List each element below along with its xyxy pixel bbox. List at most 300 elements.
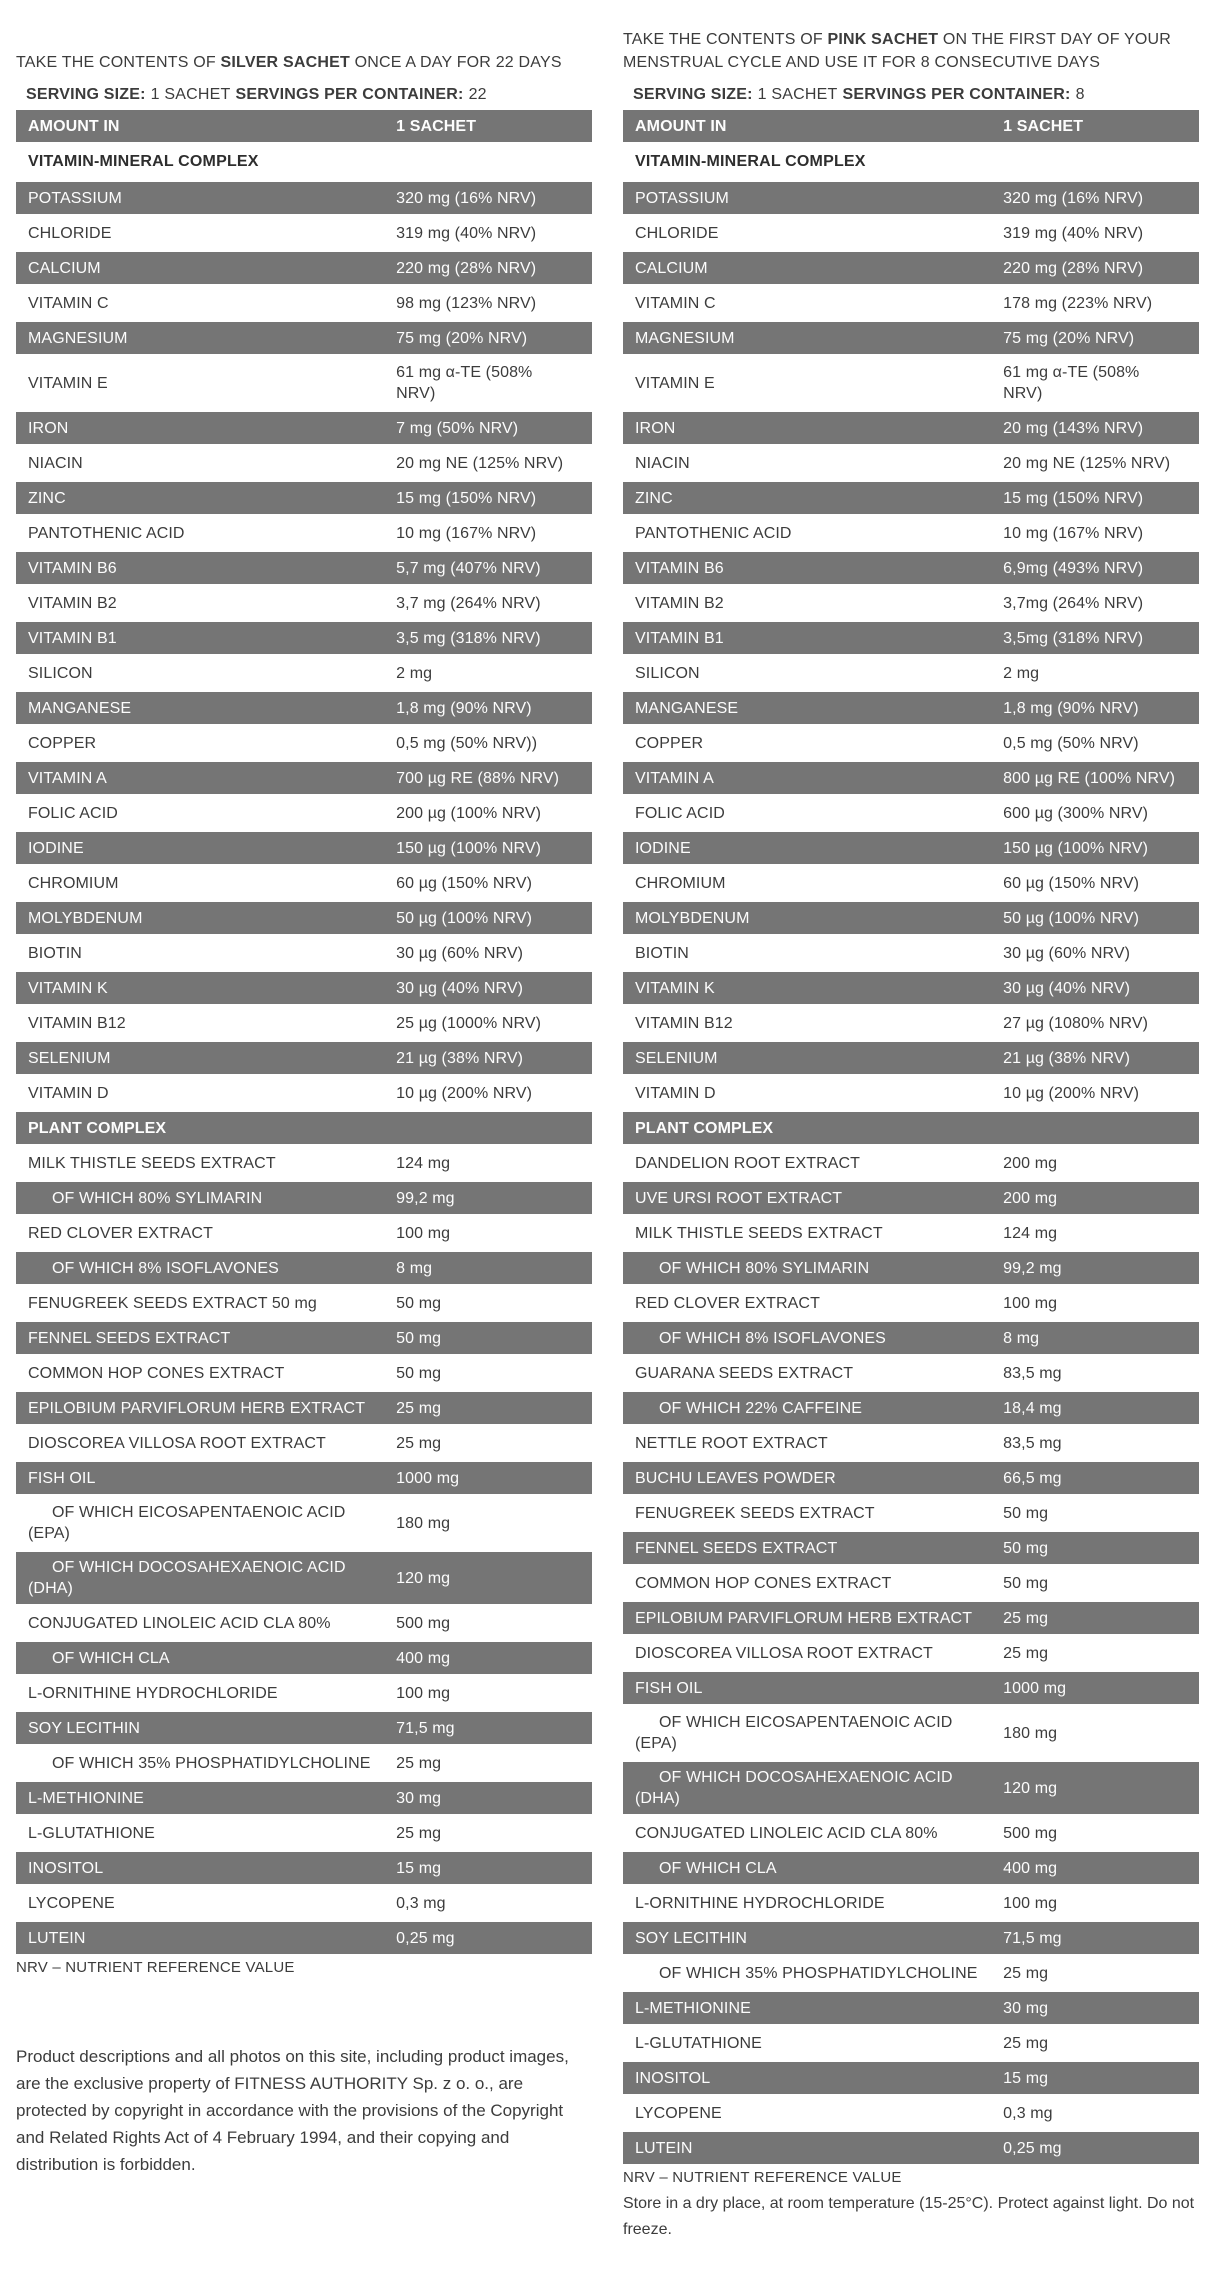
table-row xyxy=(623,797,1199,829)
row-label: OF WHICH 22% CAFFEINE xyxy=(659,1399,863,1417)
row-label: VITAMIN A xyxy=(28,769,107,787)
row-label: MAGNESIUM xyxy=(28,329,128,347)
row-value: 124 mg xyxy=(396,1154,451,1172)
table-row xyxy=(623,1007,1199,1039)
row-label: OF WHICH EICOSAPENTAENOIC ACID (EPA) xyxy=(635,1714,953,1752)
row-value: 120 mg xyxy=(1003,1779,1058,1797)
row-label: EPILOBIUM PARVIFLORUM HERB EXTRACT xyxy=(635,1609,973,1627)
row-label: OF WHICH 35% PHOSPHATIDYLCHOLINE xyxy=(52,1754,371,1772)
row-value: 0,5 mg (50% NRV) xyxy=(1003,734,1139,752)
table-row xyxy=(16,1712,592,1744)
row-label: L-METHIONINE xyxy=(635,1999,751,2017)
row-value: 0,5 mg (50% NRV)) xyxy=(396,734,538,752)
table-row xyxy=(623,287,1199,319)
row-value: 600 µg (300% NRV) xyxy=(1003,804,1149,822)
table-row xyxy=(16,517,592,549)
section-plant-complex xyxy=(623,1112,1199,1144)
table-row xyxy=(16,412,592,444)
row-label: OF WHICH 8% ISOFLAVONES xyxy=(659,1329,886,1347)
row-label: NIACIN xyxy=(28,454,83,472)
table-row xyxy=(16,1357,592,1389)
row-label: MOLYBDENUM xyxy=(28,909,143,927)
table-row xyxy=(16,622,592,654)
table-row xyxy=(623,182,1199,214)
servings-per-container-label: SERVINGS PER CONTAINER: xyxy=(235,86,464,103)
row-label: NIACIN xyxy=(635,454,690,472)
row-label: CHROMIUM xyxy=(635,874,726,892)
row-label: VITAMIN B6 xyxy=(28,559,117,577)
pink-sachet-panel xyxy=(623,0,1199,2243)
table-row xyxy=(16,1887,592,1919)
row-value: 3,7mg (264% NRV) xyxy=(1003,594,1144,612)
row-label: INOSITOL xyxy=(635,2069,711,2087)
servings-per-container-label: SERVINGS PER CONTAINER: xyxy=(842,86,1071,103)
serving-size-value: 1 SACHET xyxy=(150,86,231,103)
row-label: SOY LECITHIN xyxy=(28,1719,141,1737)
table-row xyxy=(16,1817,592,1849)
row-label: RED CLOVER EXTRACT xyxy=(635,1294,820,1312)
table-row xyxy=(16,322,592,354)
row-label: VITAMIN B12 xyxy=(635,1014,733,1032)
intro-suffix: ONCE A DAY FOR 22 DAYS xyxy=(349,54,562,71)
table-row xyxy=(16,1462,592,1494)
table-row xyxy=(623,412,1199,444)
nrv-note: NRV – NUTRIENT REFERENCE VALUE xyxy=(623,2169,902,2186)
table-row xyxy=(623,727,1199,759)
row-label: SILICON xyxy=(635,664,700,682)
table-row xyxy=(16,1677,592,1709)
row-value: 100 mg xyxy=(396,1684,451,1702)
table-row xyxy=(16,182,592,214)
row-label: BIOTIN xyxy=(635,944,689,962)
row-value: 18,4 mg xyxy=(1003,1399,1062,1417)
row-label: VITAMIN K xyxy=(635,979,715,997)
row-value: 3,5 mg (318% NRV) xyxy=(396,629,541,647)
table-row xyxy=(623,1602,1199,1634)
table-row xyxy=(623,657,1199,689)
table-row xyxy=(623,1217,1199,1249)
table-row xyxy=(16,1007,592,1039)
table-row xyxy=(16,552,592,584)
table-row xyxy=(623,1567,1199,1599)
row-label: MANGANESE xyxy=(635,699,739,717)
row-value: 8 mg xyxy=(396,1259,433,1277)
table-row xyxy=(623,2062,1199,2094)
row-value: 220 mg (28% NRV) xyxy=(1003,259,1144,277)
row-value: 25 mg xyxy=(396,1434,442,1452)
table-row xyxy=(16,1642,592,1674)
row-label: PANTOTHENIC ACID xyxy=(635,524,792,542)
row-label: OF WHICH 80% SYLIMARIN xyxy=(52,1189,263,1207)
header-1-sachet: 1 SACHET xyxy=(396,117,477,135)
row-label: PANTOTHENIC ACID xyxy=(28,524,185,542)
intro-prefix: TAKE THE CONTENTS OF xyxy=(16,54,221,71)
serving-size-label: SERVING SIZE: xyxy=(633,86,753,103)
table-row xyxy=(623,1852,1199,1884)
row-label: VITAMIN C xyxy=(28,294,109,312)
table-row xyxy=(16,972,592,1004)
row-value: 150 µg (100% NRV) xyxy=(1003,839,1149,857)
row-value: 50 mg xyxy=(1003,1539,1049,1557)
row-value: 15 mg (150% NRV) xyxy=(1003,489,1144,507)
row-label: UVE URSI ROOT EXTRACT xyxy=(635,1189,843,1207)
table-row xyxy=(623,692,1199,724)
table-row xyxy=(16,357,592,409)
storage-note: Store in a dry place, at room temperature (15-25°C). Protect against light. Do not freeze. xyxy=(623,2195,1195,2238)
row-value: 25 mg xyxy=(1003,1609,1049,1627)
row-value: 200 mg xyxy=(1003,1189,1058,1207)
row-label: VITAMIN E xyxy=(28,374,108,392)
row-value: 20 mg (143% NRV) xyxy=(1003,419,1144,437)
silver-plant-rows xyxy=(16,1147,592,1954)
row-value: 400 mg xyxy=(396,1649,451,1667)
row-label: VITAMIN B1 xyxy=(635,629,724,647)
row-value: 25 mg xyxy=(396,1754,442,1772)
row-label: MANGANESE xyxy=(28,699,132,717)
table-row xyxy=(16,1147,592,1179)
table-row xyxy=(623,2027,1199,2059)
silver-serving-info xyxy=(16,80,592,110)
row-value: 1,8 mg (90% NRV) xyxy=(396,699,532,717)
pink-serving-info xyxy=(623,80,1199,110)
table-row xyxy=(16,762,592,794)
table-row xyxy=(16,447,592,479)
row-label: COMMON HOP CONES EXTRACT xyxy=(28,1364,285,1382)
silver-intro-text xyxy=(16,51,562,80)
table-row xyxy=(623,1707,1199,1759)
row-label: FOLIC ACID xyxy=(28,804,118,822)
row-label: COPPER xyxy=(635,734,704,752)
row-label: NETTLE ROOT EXTRACT xyxy=(635,1434,828,1452)
table-row xyxy=(16,1497,592,1549)
row-value: 1,8 mg (90% NRV) xyxy=(1003,699,1139,717)
table-row xyxy=(16,287,592,319)
row-label: LYCOPENE xyxy=(635,2104,722,2122)
row-label: POTASSIUM xyxy=(635,189,729,207)
intro-prefix: TAKE THE CONTENTS OF xyxy=(623,31,828,48)
row-value: 0,3 mg xyxy=(1003,2104,1053,2122)
table-row xyxy=(623,1462,1199,1494)
silver-table-header xyxy=(16,110,592,142)
table-row xyxy=(16,727,592,759)
section-plant-complex-label: PLANT COMPLEX xyxy=(28,1119,167,1137)
silver-sachet-panel xyxy=(16,0,592,2243)
row-label: OF WHICH CLA xyxy=(52,1649,170,1667)
row-label: L-ORNITHINE HYDROCHLORIDE xyxy=(28,1684,278,1702)
pink-vitamin-rows xyxy=(623,182,1199,1109)
row-label: FENUGREEK SEEDS EXTRACT xyxy=(635,1504,875,1522)
table-row xyxy=(623,357,1199,409)
row-label: FOLIC ACID xyxy=(635,804,725,822)
table-row xyxy=(16,937,592,969)
row-value: 319 mg (40% NRV) xyxy=(1003,224,1144,242)
section-plant-complex xyxy=(16,1112,592,1144)
row-value: 500 mg xyxy=(1003,1824,1058,1842)
row-value: 0,25 mg xyxy=(1003,2139,1062,2157)
row-label: L-ORNITHINE HYDROCHLORIDE xyxy=(635,1894,885,1912)
row-value: 61 mg α-TE (508% NRV) xyxy=(1003,364,1140,402)
pink-intro-text xyxy=(623,28,1199,80)
row-label: FENUGREEK SEEDS EXTRACT 50 mg xyxy=(28,1294,317,1312)
row-label: SILICON xyxy=(28,664,93,682)
row-value: 10 µg (200% NRV) xyxy=(1003,1084,1140,1102)
row-value: 15 mg (150% NRV) xyxy=(396,489,537,507)
row-value: 10 µg (200% NRV) xyxy=(396,1084,533,1102)
row-label: OF WHICH DOCOSAHEXAENOIC ACID (DHA) xyxy=(28,1559,346,1597)
row-label: LUTEIN xyxy=(28,1929,86,1947)
row-value: 83,5 mg xyxy=(1003,1434,1062,1452)
table-row xyxy=(623,1427,1199,1459)
table-row xyxy=(623,517,1199,549)
row-value: 800 µg RE (100% NRV) xyxy=(1003,769,1176,787)
row-value: 100 mg xyxy=(396,1224,451,1242)
row-value: 178 mg (223% NRV) xyxy=(1003,294,1153,312)
row-label: MAGNESIUM xyxy=(635,329,735,347)
servings-per-container-value: 22 xyxy=(468,86,487,103)
table-row xyxy=(623,1887,1199,1919)
row-label: VITAMIN B1 xyxy=(28,629,117,647)
row-value: 75 mg (20% NRV) xyxy=(1003,329,1135,347)
row-label: VITAMIN D xyxy=(28,1084,109,1102)
table-row xyxy=(623,1392,1199,1424)
table-row xyxy=(623,1077,1199,1109)
row-value: 50 µg (100% NRV) xyxy=(396,909,533,927)
table-row xyxy=(623,1672,1199,1704)
table-row xyxy=(16,1322,592,1354)
header-amount-in: AMOUNT IN xyxy=(635,117,727,135)
table-row xyxy=(623,972,1199,1004)
table-row xyxy=(16,1252,592,1284)
row-label: DANDELION ROOT EXTRACT xyxy=(635,1154,861,1172)
row-label: OF WHICH 8% ISOFLAVONES xyxy=(52,1259,279,1277)
table-row xyxy=(16,1217,592,1249)
row-value: 10 mg (167% NRV) xyxy=(1003,524,1144,542)
header-amount-in: AMOUNT IN xyxy=(28,117,120,135)
table-row xyxy=(623,1922,1199,1954)
table-row xyxy=(16,1747,592,1779)
table-row xyxy=(16,1782,592,1814)
row-label: FENNEL SEEDS EXTRACT xyxy=(28,1329,231,1347)
row-value: 150 µg (100% NRV) xyxy=(396,839,542,857)
row-label: VITAMIN D xyxy=(635,1084,716,1102)
row-label: FENNEL SEEDS EXTRACT xyxy=(635,1539,838,1557)
table-row xyxy=(623,447,1199,479)
row-label: LYCOPENE xyxy=(28,1894,115,1912)
table-row xyxy=(623,1957,1199,1989)
row-label: IODINE xyxy=(28,839,84,857)
table-row xyxy=(623,217,1199,249)
table-row xyxy=(16,482,592,514)
row-value: 320 mg (16% NRV) xyxy=(396,189,537,207)
row-label: MILK THISTLE SEEDS EXTRACT xyxy=(28,1154,276,1172)
table-row xyxy=(623,1147,1199,1179)
row-value: 2 mg xyxy=(396,664,433,682)
row-value: 180 mg xyxy=(1003,1724,1058,1742)
table-row xyxy=(16,797,592,829)
table-row xyxy=(16,252,592,284)
intro-product-name: PINK SACHET xyxy=(827,31,939,48)
row-value: 319 mg (40% NRV) xyxy=(396,224,537,242)
row-label: L-METHIONINE xyxy=(28,1789,144,1807)
row-label: CONJUGATED LINOLEIC ACID CLA 80% xyxy=(635,1824,938,1842)
row-value: 200 µg (100% NRV) xyxy=(396,804,542,822)
row-value: 20 mg NE (125% NRV) xyxy=(1003,454,1171,472)
table-row xyxy=(623,2132,1199,2164)
row-value: 15 mg xyxy=(1003,2069,1049,2087)
row-label: ZINC xyxy=(635,489,673,507)
nrv-note: NRV – NUTRIENT REFERENCE VALUE xyxy=(16,1959,295,1976)
row-value: 120 mg xyxy=(396,1569,451,1587)
table-row xyxy=(623,1762,1199,1814)
row-label: OF WHICH 35% PHOSPHATIDYLCHOLINE xyxy=(659,1964,978,1982)
row-label: MILK THISTLE SEEDS EXTRACT xyxy=(635,1224,883,1242)
table-row xyxy=(623,1322,1199,1354)
row-value: 10 mg (167% NRV) xyxy=(396,524,537,542)
row-value: 15 mg xyxy=(396,1859,442,1877)
row-label: CHLORIDE xyxy=(28,224,112,242)
row-value: 180 mg xyxy=(396,1514,451,1532)
row-label: FISH OIL xyxy=(28,1469,96,1487)
row-value: 30 µg (60% NRV) xyxy=(396,944,524,962)
row-label: VITAMIN C xyxy=(635,294,716,312)
intro-suffix: ON THE FIRST DAY OF YOUR MENSTRUAL CYCLE AND USE IT FOR 8 CONSECUTIVE DAYS xyxy=(623,31,1172,71)
row-label: VITAMIN B2 xyxy=(635,594,724,612)
row-value: 50 mg xyxy=(396,1329,442,1347)
section-plant-complex-label: PLANT COMPLEX xyxy=(635,1119,774,1137)
row-label: L-GLUTATHIONE xyxy=(28,1824,155,1842)
table-row xyxy=(623,322,1199,354)
table-row xyxy=(623,1042,1199,1074)
row-value: 25 mg xyxy=(1003,1644,1049,1662)
row-value: 71,5 mg xyxy=(396,1719,455,1737)
row-label: DIOSCOREA VILLOSA ROOT EXTRACT xyxy=(28,1434,326,1452)
row-value: 50 mg xyxy=(1003,1504,1049,1522)
row-label: CHLORIDE xyxy=(635,224,719,242)
row-label: VITAMIN E xyxy=(635,374,715,392)
row-label: EPILOBIUM PARVIFLORUM HERB EXTRACT xyxy=(28,1399,366,1417)
row-value: 124 mg xyxy=(1003,1224,1058,1242)
row-label: VITAMIN A xyxy=(635,769,714,787)
row-label: COMMON HOP CONES EXTRACT xyxy=(635,1574,892,1592)
row-label: IRON xyxy=(28,419,69,437)
table-row xyxy=(16,902,592,934)
table-row xyxy=(623,252,1199,284)
header-1-sachet: 1 SACHET xyxy=(1003,117,1084,135)
row-label: FISH OIL xyxy=(635,1679,703,1697)
pink-table-header xyxy=(623,110,1199,142)
row-value: 60 µg (150% NRV) xyxy=(396,874,533,892)
table-row xyxy=(623,832,1199,864)
row-value: 5,7 mg (407% NRV) xyxy=(396,559,541,577)
row-value: 2 mg xyxy=(1003,664,1040,682)
row-value: 98 mg (123% NRV) xyxy=(396,294,537,312)
row-label: OF WHICH EICOSAPENTAENOIC ACID (EPA) xyxy=(28,1504,346,1542)
row-value: 27 µg (1080% NRV) xyxy=(1003,1014,1149,1032)
row-value: 100 mg xyxy=(1003,1294,1058,1312)
row-value: 7 mg (50% NRV) xyxy=(396,419,519,437)
table-row xyxy=(623,482,1199,514)
row-label: SELENIUM xyxy=(635,1049,718,1067)
row-label: IODINE xyxy=(635,839,691,857)
table-row xyxy=(623,1182,1199,1214)
row-label: CHROMIUM xyxy=(28,874,119,892)
table-row xyxy=(16,1552,592,1604)
row-value: 30 µg (40% NRV) xyxy=(1003,979,1131,997)
section-vitamin-mineral-complex: VITAMIN-MINERAL COMPLEX xyxy=(635,153,866,170)
row-value: 0,25 mg xyxy=(396,1929,455,1947)
row-value: 21 µg (38% NRV) xyxy=(1003,1049,1131,1067)
row-value: 99,2 mg xyxy=(1003,1259,1062,1277)
row-value: 71,5 mg xyxy=(1003,1929,1062,1947)
row-value: 75 mg (20% NRV) xyxy=(396,329,528,347)
row-label: CALCIUM xyxy=(635,259,708,277)
row-value: 61 mg α-TE (508% NRV) xyxy=(396,364,533,402)
row-value: 83,5 mg xyxy=(1003,1364,1062,1382)
table-row xyxy=(16,217,592,249)
row-value: 99,2 mg xyxy=(396,1189,455,1207)
table-row xyxy=(16,1077,592,1109)
row-label: LUTEIN xyxy=(635,2139,693,2157)
row-value: 100 mg xyxy=(1003,1894,1058,1912)
row-label: VITAMIN K xyxy=(28,979,108,997)
row-value: 1000 mg xyxy=(396,1469,460,1487)
table-row xyxy=(16,1852,592,1884)
row-label: VITAMIN B12 xyxy=(28,1014,126,1032)
row-value: 60 µg (150% NRV) xyxy=(1003,874,1140,892)
row-value: 8 mg xyxy=(1003,1329,1040,1347)
row-label: VITAMIN B6 xyxy=(635,559,724,577)
table-row xyxy=(16,1182,592,1214)
table-row xyxy=(623,937,1199,969)
table-row xyxy=(623,552,1199,584)
row-value: 30 µg (60% NRV) xyxy=(1003,944,1131,962)
row-value: 21 µg (38% NRV) xyxy=(396,1049,524,1067)
row-value: 50 mg xyxy=(396,1294,442,1312)
silver-vitamin-rows xyxy=(16,182,592,1109)
row-value: 400 mg xyxy=(1003,1859,1058,1877)
row-label: CALCIUM xyxy=(28,259,101,277)
row-value: 66,5 mg xyxy=(1003,1469,1062,1487)
pink-plant-rows xyxy=(623,1147,1199,2164)
table-row xyxy=(623,2097,1199,2129)
row-value: 3,7 mg (264% NRV) xyxy=(396,594,541,612)
row-value: 320 mg (16% NRV) xyxy=(1003,189,1144,207)
row-label: POTASSIUM xyxy=(28,189,122,207)
serving-size-value: 1 SACHET xyxy=(757,86,838,103)
row-value: 700 µg RE (88% NRV) xyxy=(396,769,560,787)
row-label: IRON xyxy=(635,419,676,437)
table-row xyxy=(623,1817,1199,1849)
row-value: 50 mg xyxy=(1003,1574,1049,1592)
row-label: OF WHICH 80% SYLIMARIN xyxy=(659,1259,870,1277)
intro-product-name: SILVER SACHET xyxy=(220,54,350,71)
row-value: 25 mg xyxy=(1003,1964,1049,1982)
table-row xyxy=(16,1042,592,1074)
row-label: SOY LECITHIN xyxy=(635,1929,748,1947)
table-row xyxy=(16,867,592,899)
row-label: MOLYBDENUM xyxy=(635,909,750,927)
row-value: 30 mg xyxy=(1003,1999,1049,2017)
table-row xyxy=(16,692,592,724)
table-row xyxy=(623,867,1199,899)
row-value: 1000 mg xyxy=(1003,1679,1067,1697)
table-row xyxy=(623,622,1199,654)
table-row xyxy=(16,832,592,864)
table-row xyxy=(16,1392,592,1424)
row-value: 50 mg xyxy=(396,1364,442,1382)
table-row xyxy=(16,1922,592,1954)
table-row xyxy=(623,902,1199,934)
